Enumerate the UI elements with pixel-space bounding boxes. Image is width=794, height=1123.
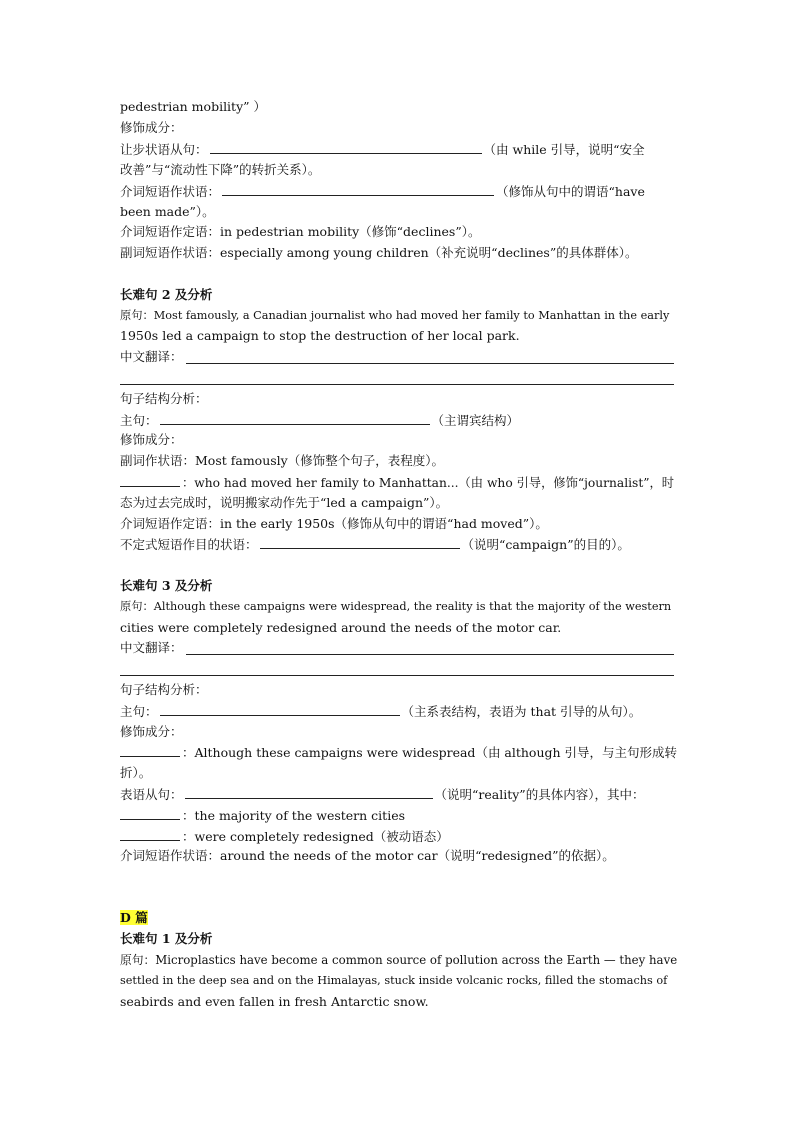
- sentence-heading: 长难句 2 及分析: [120, 287, 213, 302]
- modifier-label: 修饰成分：: [120, 724, 183, 739]
- sentence-heading: 长难句 3 及分析: [120, 578, 213, 593]
- blank-line[interactable]: [210, 141, 482, 154]
- text-line: 态为过去完成时，说明搬家动作先于“led a campaign”）。: [120, 495, 449, 510]
- translation-blank[interactable]: [120, 675, 674, 676]
- pp-adverbial-note: （修饰从句中的谓语“have: [496, 184, 645, 199]
- blank-line[interactable]: [185, 786, 433, 799]
- text-line: [120, 744, 677, 761]
- blank-line[interactable]: [260, 536, 460, 549]
- main-clause-label: 主句：: [120, 413, 158, 428]
- text-line: 副词作状语：Most famously（修饰整个句子，表程度）。: [120, 453, 444, 468]
- original-sentence: 原句：Although these campaigns were widespread, the reality is that the majority of the western: [120, 600, 672, 613]
- main-clause-label: 主句：: [120, 704, 158, 719]
- translation-label: 中文翻译：: [120, 640, 183, 655]
- predicative-label: 表语从句：: [120, 787, 183, 802]
- modifier-label: 修饰成分：: [120, 120, 183, 135]
- text-line: been made”）。: [120, 204, 215, 219]
- verb-text: ：were completely redesigned（被动语态）: [182, 829, 449, 844]
- structure-label: 句子结构分析：: [120, 391, 208, 406]
- section-title: [120, 910, 148, 926]
- text-line: 副词短语作状语：especially among young children（补充说明“declines”的具体群体）。: [120, 245, 638, 260]
- original-sentence: settled in the deep sea and on the Himalayas, stuck inside volcanic rocks, filled the stomachs of: [120, 974, 668, 987]
- text-line: [120, 412, 519, 429]
- text-line: [120, 807, 405, 824]
- structure-label: 句子结构分析：: [120, 682, 208, 697]
- infinitive-label: 不定式短语作目的状语：: [120, 537, 258, 552]
- sentence-heading: 长难句 1 及分析: [120, 931, 213, 946]
- original-sentence: 原句：Most famously, a Canadian journalist who had moved her family to Manhattan in the early: [120, 309, 670, 322]
- original-sentence: 原句：Microplastics have become a common source of pollution across the Earth — they have: [120, 953, 678, 967]
- text-line: [120, 786, 644, 803]
- text-line: [120, 536, 630, 553]
- text-line: [120, 703, 641, 720]
- text-line: 介词短语作定语：in the early 1950s（修饰从句中的谓语“had moved”）。: [120, 516, 548, 531]
- blank-line[interactable]: [120, 744, 180, 757]
- blank-line[interactable]: [120, 807, 180, 820]
- pp-adverbial-label: 介词短语作状语：: [120, 184, 221, 199]
- blank-line[interactable]: [160, 412, 430, 425]
- relative-clause-text: ：who had moved her family to Manhattan...（由 who 引导，修饰“journalist”，时: [182, 476, 675, 490]
- original-sentence: 1950s led a campaign to stop the destruction of her local park.: [120, 328, 520, 343]
- predicative-note: （说明“reality”的具体内容），其中：: [434, 787, 645, 802]
- concession-text: ：Although these campaigns were widespread（由 although 引导，与主句形成转: [182, 745, 678, 760]
- text-line: pedestrian mobility” ）: [120, 99, 267, 114]
- text-line: [120, 183, 645, 200]
- translation-blank[interactable]: [186, 363, 674, 364]
- text-line: [120, 828, 449, 845]
- text-line: 折）。: [120, 765, 152, 780]
- text-line: 改善”与“流动性下降”的转折关系）。: [120, 162, 321, 177]
- blank-line[interactable]: [222, 183, 494, 196]
- text-line: 介词短语作状语：around the needs of the motor car（说明“redesigned”的依据）。: [120, 848, 615, 863]
- translation-blank[interactable]: [186, 654, 674, 655]
- blank-line[interactable]: [120, 828, 180, 841]
- main-clause-note: （主系表结构，表语为 that 引导的从句）。: [401, 704, 642, 719]
- original-sentence: cities were completely redesigned around the needs of the motor car.: [120, 620, 562, 635]
- translation-blank[interactable]: [120, 384, 674, 385]
- original-sentence: seabirds and even fallen in fresh Antarctic snow.: [120, 994, 429, 1009]
- translation-label: 中文翻译：: [120, 349, 183, 364]
- main-clause-note: （主谓宾结构）: [431, 413, 520, 428]
- text-line: [120, 141, 645, 158]
- blank-line[interactable]: [160, 703, 400, 716]
- concession-note: （由 while 引导，说明“安全: [483, 142, 645, 157]
- modifier-label: 修饰成分：: [120, 432, 183, 447]
- text-line: [120, 474, 674, 491]
- blank-line[interactable]: [120, 474, 180, 487]
- infinitive-note: （说明“campaign”的目的）。: [461, 537, 630, 552]
- text-line: 介词短语作定语：in pedestrian mobility（修饰“declines”）。: [120, 224, 481, 239]
- concession-clause-label: 让步状语从句：: [120, 142, 208, 157]
- subject-text: ：the majority of the western cities: [182, 808, 406, 823]
- section-title-text: D 篇: [120, 910, 148, 925]
